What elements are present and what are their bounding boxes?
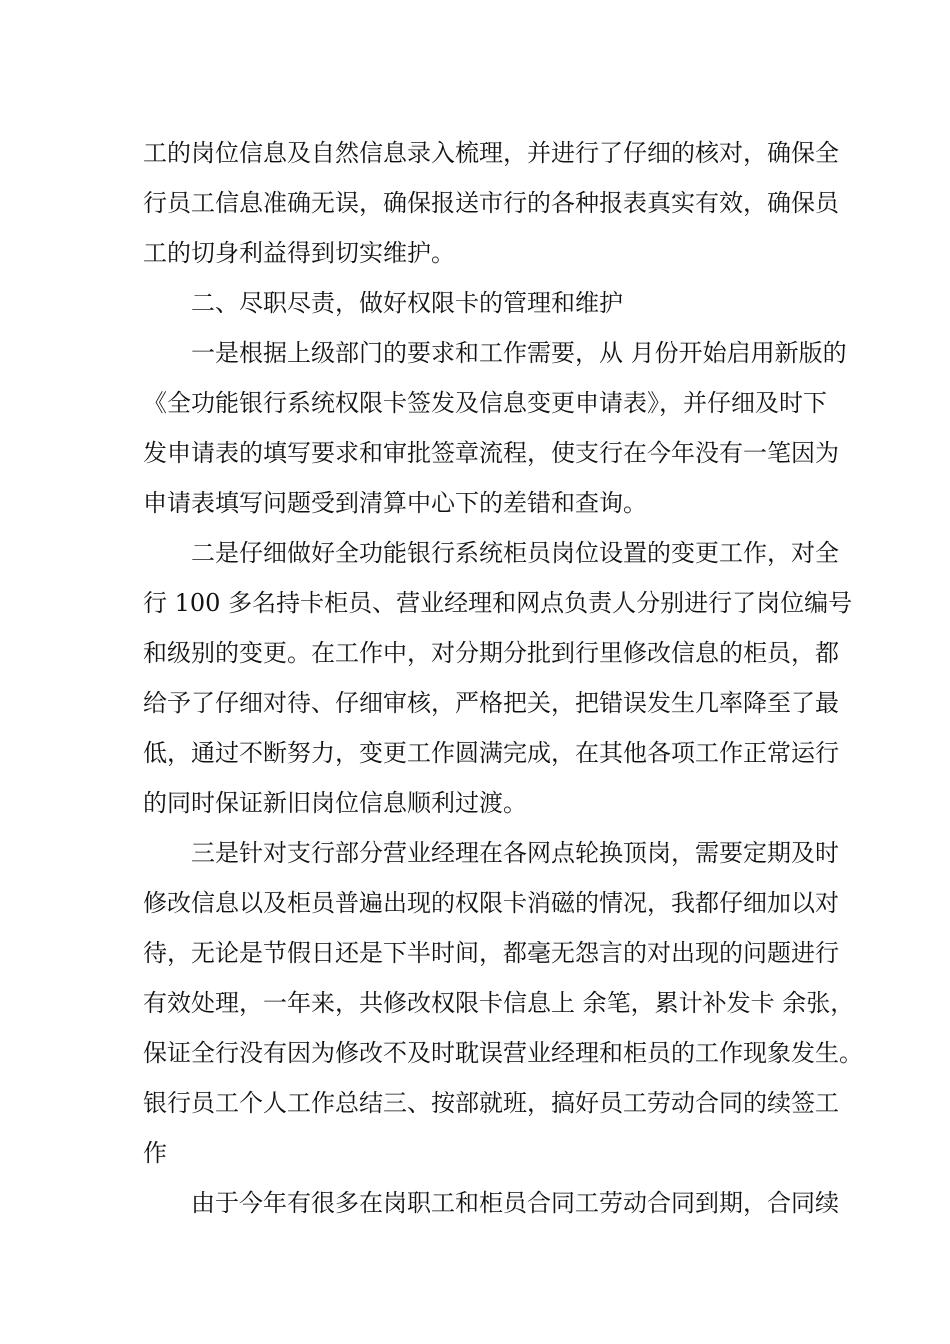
text-line: 行 100 多名持卡柜员、营业经理和网点负责人分别进行了岗位编号 (143, 589, 853, 617)
text-line: 发申请表的填写要求和审批签章流程，使支行在今年没有一笔因为 (143, 439, 839, 467)
text-line: 低，通过不断努力，变更工作圆满完成，在其他各项工作正常运行 (143, 739, 839, 767)
text-line: 的同时保证新旧岗位信息顺利过渡。 (143, 789, 527, 817)
text-line: 有效处理，一年来，共修改权限卡信息上 余笔，累计补发卡 余张， (143, 989, 855, 1017)
text-line: 行员工信息准确无误，确保报送市行的各种报表真实有效，确保员 (143, 189, 839, 217)
text-line: 修改信息以及柜员普遍出现的权限卡消磁的情况，我都仔细加以对 (143, 889, 839, 917)
document-body (143, 128, 863, 1228)
text-line: 由于今年有很多在岗职工和柜员合同工劳动合同到期，合同续 (191, 1189, 839, 1217)
text-line: 二是仔细做好全功能银行系统柜员岗位设置的变更工作，对全 (191, 539, 839, 567)
text-line: 申请表填写问题受到清算中心下的差错和查询。 (143, 489, 647, 517)
text-line: 三是针对支行部分营业经理在各网点轮换顶岗，需要定期及时 (191, 839, 839, 867)
text-line: 《全功能银行系统权限卡签发及信息变更申请表》，并仔细及时下 (143, 389, 827, 417)
text-line: 保证全行没有因为修改不及时耽误营业经理和柜员的工作现象发生。 (143, 1039, 863, 1067)
text-line: 工的切身利益得到切实维护。 (143, 239, 455, 267)
text-line: 工的岗位信息及自然信息录入梳理，并进行了仔细的核对，确保全 (143, 139, 839, 167)
text-line: 待，无论是节假日还是下半时间，都毫无怨言的对出现的问题进行 (143, 939, 839, 967)
text-line: 作 (143, 1139, 167, 1167)
text-line: 给予了仔细对待、仔细审核，严格把关，把错误发生几率降至了最 (143, 689, 839, 717)
text-line: 和级别的变更。在工作中，对分期分批到行里修改信息的柜员，都 (143, 639, 839, 667)
text-line: 银行员工个人工作总结三、按部就班，搞好员工劳动合同的续签工 (143, 1089, 839, 1117)
text-line: 一是根据上级部门的要求和工作需要，从 月份开始启用新版的 (191, 339, 847, 367)
text-line: 二、尽职尽责，做好权限卡的管理和维护 (191, 289, 623, 317)
